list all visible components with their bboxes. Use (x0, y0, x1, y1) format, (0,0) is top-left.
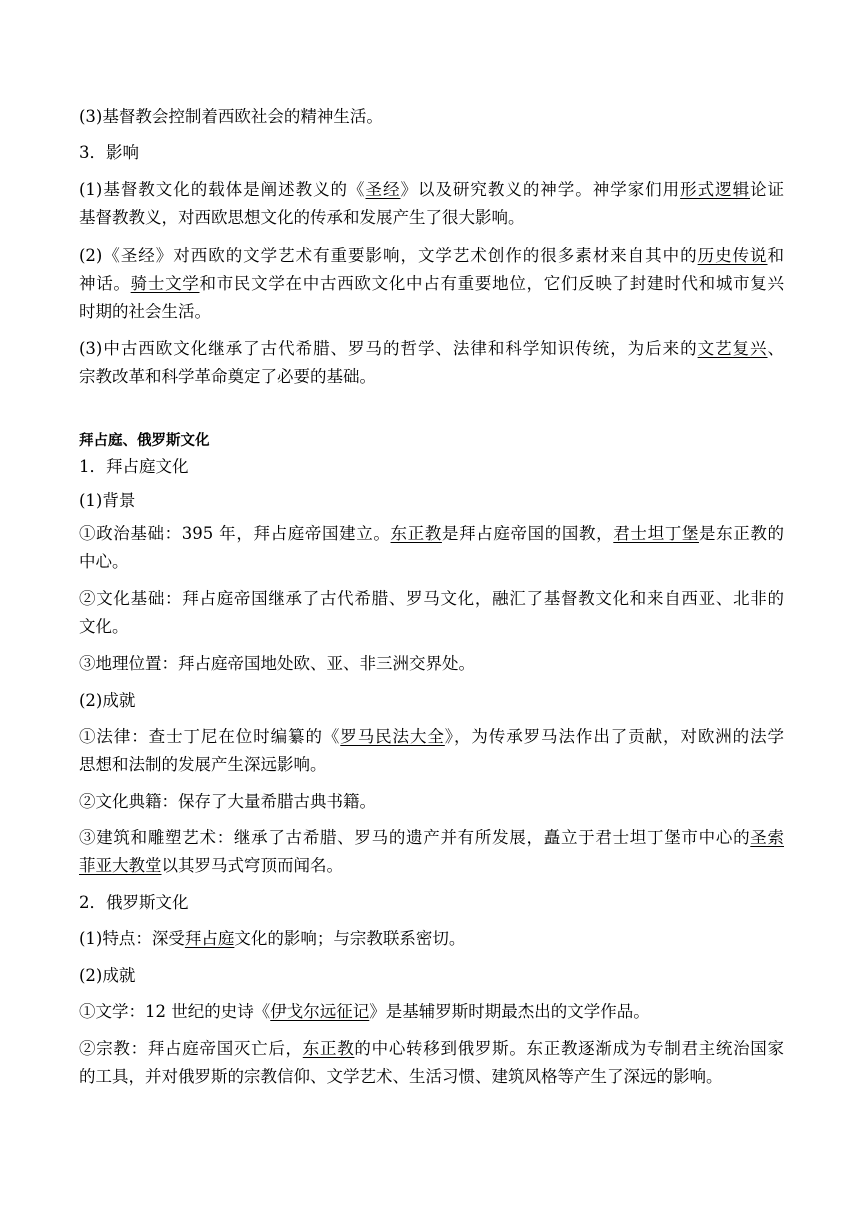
text-line (79, 273, 784, 295)
text-segment: 是东正教的 (698, 524, 784, 543)
text-segment: 的中心转移到俄罗斯。东正教逐渐成为专制君主统治国家 (354, 1039, 784, 1058)
text-segment: 中心。 (79, 552, 129, 571)
text-segment: ③地理位置：拜占庭帝国地处欧、亚、非三洲交界处。 (79, 654, 475, 673)
underlined-term: 圣索 (750, 828, 784, 847)
text-segment: (2)《圣经》对西欧的文学艺术有重要影响，文学艺术创作的很多素材来自其中的 (79, 246, 698, 265)
text-segment: 、 (767, 339, 784, 358)
text-line (79, 551, 784, 573)
text-segment: (1)背景 (79, 491, 136, 510)
text-line (79, 456, 784, 478)
text-line (79, 726, 784, 748)
underlined-term: 伊戈尔远征记 (270, 1002, 370, 1021)
text-line (79, 523, 784, 545)
text-segment: 论证 (750, 180, 784, 199)
text-line (79, 892, 784, 914)
text-segment: 基督教教义，对西欧思想文化的传承和发展产生了很大影响。 (79, 208, 525, 227)
text-segment: 文化。 (79, 617, 129, 636)
text-segment: 》以及研究教义的神学。神学家们用 (400, 180, 681, 199)
text-line (79, 490, 784, 512)
text-line (79, 965, 784, 987)
section-heading (79, 430, 784, 452)
text-line (79, 338, 784, 360)
text-segment: 》，为传承罗马法作出了贡献，对欧洲的法学 (444, 727, 784, 746)
text-line (79, 791, 784, 813)
underlined-term: 东正教 (390, 524, 442, 543)
text-line (79, 245, 784, 267)
text-line (79, 366, 784, 388)
text-segment: 2．俄罗斯文化 (79, 893, 189, 912)
text-line (79, 1066, 784, 1088)
underlined-term: 骑士文学 (130, 274, 200, 293)
text-segment: 时期的社会生活。 (79, 302, 211, 321)
text-line (79, 106, 784, 128)
text-segment: 拜占庭、俄罗斯文化 (79, 432, 210, 449)
underlined-term: 君士坦丁堡 (613, 524, 699, 543)
text-line (79, 928, 784, 950)
text-segment: 以其罗马式穹顶而闻名。 (161, 856, 343, 875)
text-segment: 和 (767, 246, 784, 265)
text-segment: 的工具，并对俄罗斯的宗教信仰、文学艺术、生活习惯、建筑风格等产生了深远的影响。 (79, 1067, 723, 1086)
text-line (79, 653, 784, 675)
text-line (79, 754, 784, 776)
text-segment: (3)中古西欧文化继承了古代希腊、罗马的哲学、法律和科学知识传统，为后来的 (79, 339, 698, 358)
text-line (79, 827, 784, 849)
underlined-term: 菲亚大教堂 (79, 856, 162, 875)
underlined-term: 形式逻辑 (680, 180, 751, 199)
text-line (79, 855, 784, 877)
text-segment: ①法律：查士丁尼在位时编纂的《 (79, 727, 341, 746)
underlined-term: 罗马民法大全 (340, 727, 445, 746)
text-segment: (3)基督教会控制着西欧社会的精神生活。 (79, 107, 383, 126)
text-segment: 》是基辅罗斯时期最杰出的文学作品。 (369, 1002, 650, 1021)
text-segment: ①文学：12 世纪的史诗《 (79, 1002, 271, 1021)
text-segment: ③建筑和雕塑艺术：继承了古希腊、罗马的遗产并有所发展，矗立于君士坦丁堡市中心的 (79, 828, 751, 847)
text-line (79, 142, 784, 164)
text-line (79, 301, 784, 323)
text-segment: 是拜占庭帝国的国教， (441, 524, 614, 543)
text-line (79, 588, 784, 610)
underlined-term: 历史传说 (697, 246, 768, 265)
text-line (79, 1038, 784, 1060)
text-segment: 1．拜占庭文化 (79, 457, 189, 476)
text-line (79, 1001, 784, 1023)
text-segment: ②宗教：拜占庭帝国灭亡后， (79, 1039, 303, 1058)
text-segment: (2)成就 (79, 691, 136, 710)
text-segment: (1)基督教文化的载体是阐述教义的《 (79, 180, 366, 199)
text-segment: 神话。 (79, 274, 131, 293)
text-segment: (2)成就 (79, 966, 136, 985)
underlined-term: 东正教 (302, 1039, 355, 1058)
text-segment: 和市民文学在中古西欧文化中占有重要地位，它们反映了封建时代和城市复兴 (199, 274, 784, 293)
text-segment: 文化的影响；与宗教联系密切。 (234, 929, 466, 948)
text-segment: 3．影响 (79, 143, 139, 162)
text-segment: (1)特点：深受 (79, 929, 185, 948)
text-line (79, 616, 784, 638)
underlined-term: 文艺复兴 (697, 339, 768, 358)
text-segment: ②文化典籍：保存了大量希腊古典书籍。 (79, 792, 376, 811)
underlined-term: 拜占庭 (184, 929, 235, 948)
text-segment: 思想和法制的发展产生深远影响。 (79, 755, 327, 774)
text-line (79, 690, 784, 712)
text-segment: ②文化基础：拜占庭帝国继承了古代希腊、罗马文化，融汇了基督教文化和来自西亚、北非的 (79, 589, 784, 608)
underlined-term: 圣经 (365, 180, 401, 199)
text-line (79, 179, 784, 201)
text-segment: 宗教改革和科学革命奠定了必要的基础。 (79, 367, 376, 386)
text-line (79, 207, 784, 229)
text-segment: ①政治基础：395 年，拜占庭帝国建立。 (79, 524, 391, 543)
